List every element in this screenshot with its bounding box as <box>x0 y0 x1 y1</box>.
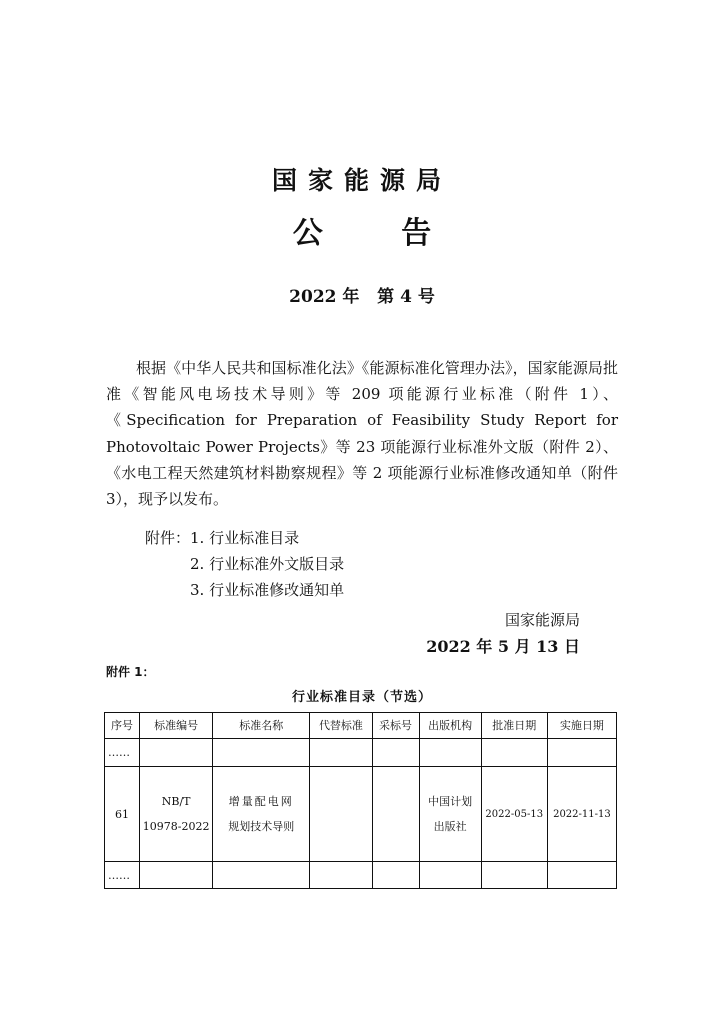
attachment-item-3: 3. 行业标准修改通知单 <box>190 581 345 599</box>
cell-publisher-line2: 出版社 <box>433 820 467 833</box>
signature-date: 2022 年 5 月 13 日 <box>426 637 580 656</box>
col-header-replaces: 代替标准 <box>310 713 372 739</box>
attachments-label: 附件： <box>145 529 191 547</box>
attachment-item-2: 2. 行业标准外文版目录 <box>190 555 345 573</box>
cell-seq: 61 <box>105 767 140 862</box>
cell-effective-date: 2022-11-13 <box>547 767 616 862</box>
cell-number-line1: NB/T <box>161 795 191 808</box>
agency-title: 国家能源局 <box>271 166 452 195</box>
cell-name-line2: 规划技术导则 <box>228 820 295 833</box>
col-header-approval-date: 批准日期 <box>481 713 547 739</box>
signature-issuer: 国家能源局 <box>504 611 580 629</box>
cell-number <box>140 767 213 862</box>
standards-table <box>104 712 617 889</box>
cell-name <box>213 767 310 862</box>
col-header-seq: 序号 <box>105 713 140 739</box>
table-title: 行业标准目录（节选） <box>291 690 432 705</box>
announcement-heading: 公 告 <box>292 216 466 251</box>
table-header-row <box>105 713 617 739</box>
table-row <box>105 767 617 862</box>
col-header-effective-date: 实施日期 <box>547 713 616 739</box>
col-header-name: 标准名称 <box>213 713 310 739</box>
ellipsis-cell: …… <box>105 739 140 767</box>
issue-number: 2022 年 第 4 号 <box>289 287 435 307</box>
ellipsis-cell: …… <box>105 862 140 889</box>
cell-replaces <box>310 767 372 862</box>
cell-number-line2: 10978-2022 <box>142 820 210 833</box>
annex-label: 附件 1： <box>106 665 155 679</box>
cell-publisher-line1: 中国计划 <box>428 795 473 808</box>
col-header-number: 标准编号 <box>140 713 213 739</box>
cell-name-line1: 增量配电网 <box>228 795 294 808</box>
cell-publisher <box>419 767 481 862</box>
cell-approval-date: 2022-05-13 <box>481 767 547 862</box>
table-row-ellipsis <box>105 862 617 889</box>
cell-adopted <box>372 767 419 862</box>
attachment-item-1: 1. 行业标准目录 <box>190 529 300 547</box>
announcement-body: 根据《中华人民共和国标准化法》《能源标准化管理办法》，国家能源局批准《智能风电场技术导则》等 209 项能源行业标准（附件 1）、《Specification for Preparation of Feasibility Study Report for Photovoltaic Power Projects》等 23 项能源行业标准外文版（附件 2）、《水电工程天然建筑材料勘察规程》等 2 项能源行业标准修改通知单（附件 3），现予以发布。 <box>106 359 618 509</box>
col-header-adopted: 采标号 <box>372 713 419 739</box>
col-header-publisher: 出版机构 <box>419 713 481 739</box>
table-row-ellipsis <box>105 739 617 767</box>
